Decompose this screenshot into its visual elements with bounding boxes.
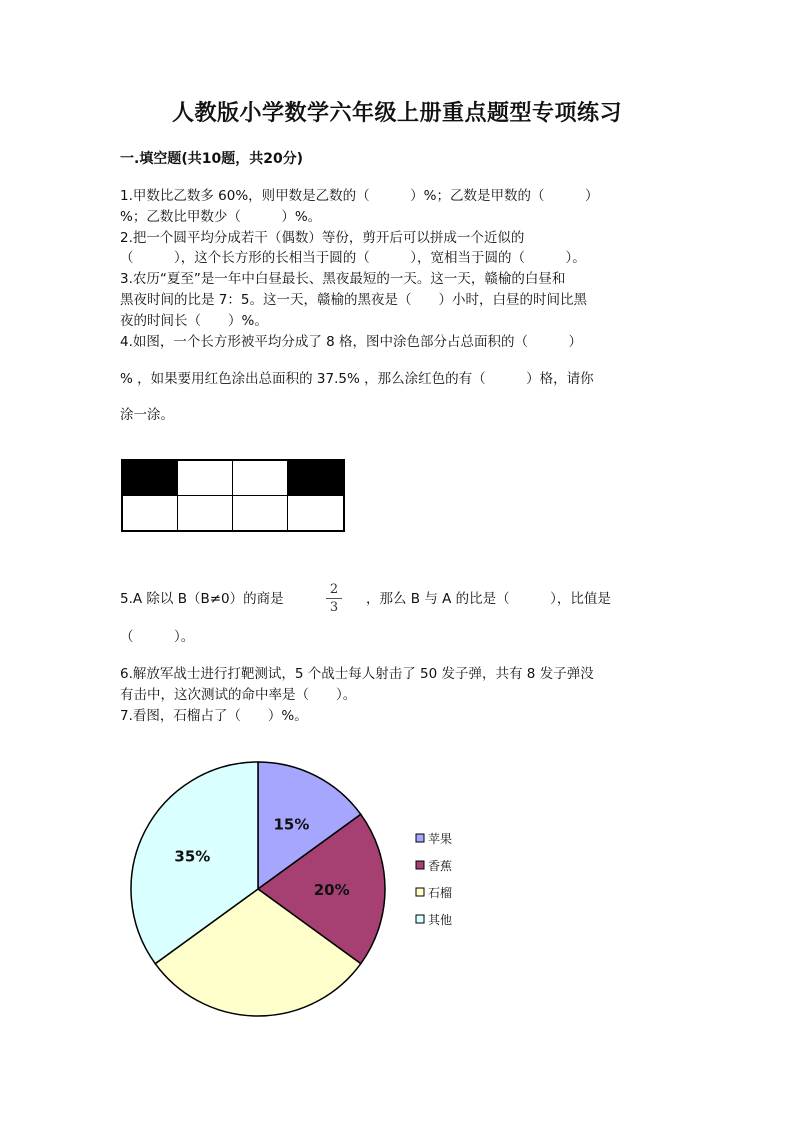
fraction-denominator: 3 bbox=[329, 600, 339, 615]
q3-line3: 夜的时间长（ ）%。 bbox=[120, 313, 268, 329]
q2-line1: 2.把一个圆平均分成若干（偶数）等份，剪开后可以拼成一个近似的 bbox=[120, 230, 525, 246]
legend-swatch bbox=[416, 834, 424, 842]
q3-line1: 3.农历“夏至”是一年中白昼最长、黑夜最短的一天。这一天，赣榆的白昼和 bbox=[120, 271, 566, 287]
q6-line2: 有击中，这次测试的命中率是（ ）。 bbox=[120, 687, 357, 703]
q5-part1: 5.A 除以 B（B≠0）的商是 bbox=[120, 591, 284, 607]
q3-line2: 黑夜时间的比是 7：5。这一天，赣榆的黑夜是（ ）小时，白昼的时间比黑 bbox=[120, 292, 587, 308]
page-title: 人教版小学数学六年级上册重点题型专项练习 bbox=[171, 100, 622, 126]
legend-label: 其他 bbox=[428, 913, 453, 927]
q1-line2: %；乙数比甲数少（ ）%。 bbox=[120, 209, 322, 225]
q2-line2: （ ），这个长方形的长相当于圆的（ ），宽相当于圆的（ ）。 bbox=[120, 250, 586, 266]
legend-label: 苹果 bbox=[428, 832, 453, 846]
legend-swatch bbox=[416, 861, 424, 869]
pie-data-label: 15% bbox=[273, 815, 310, 834]
q4-line2: % ，如果要用红色涂出总面积的 37.5% ，那么涂红色的有（ ）格，请你 bbox=[120, 371, 594, 387]
q5-line2: （ ）。 bbox=[120, 629, 195, 645]
q4-line3: 涂一涂。 bbox=[120, 407, 174, 423]
q6-line1: 6.解放军战士进行打靶测试，5 个战士每人射击了 50 发子弹，共有 8 发子弹没 bbox=[120, 666, 594, 682]
legend-swatch bbox=[416, 915, 424, 923]
pie-data-label: 35% bbox=[174, 847, 211, 866]
q4-line1: 4.如图，一个长方形被平均分成了 8 格，图中涂色部分占总面积的（ ） bbox=[120, 334, 583, 350]
fraction-numerator: 2 bbox=[329, 582, 339, 597]
q7-line1: 7.看图，石榴占了（ ）%。 bbox=[120, 708, 308, 724]
pie-data-label: 20% bbox=[313, 881, 350, 899]
q5-part2: ，那么 B 与 A 的比是（ ），比值是 bbox=[366, 591, 611, 607]
legend-label: 香蕉 bbox=[428, 859, 453, 873]
legend-label: 石榴 bbox=[428, 886, 453, 900]
section-heading: 一.填空题(共10题，共20分) bbox=[120, 151, 304, 167]
legend-swatch bbox=[416, 888, 424, 896]
q1-line1: 1.甲数比乙数多 60%，则甲数是乙数的（ ）%；乙数是甲数的（ ） bbox=[120, 188, 599, 204]
